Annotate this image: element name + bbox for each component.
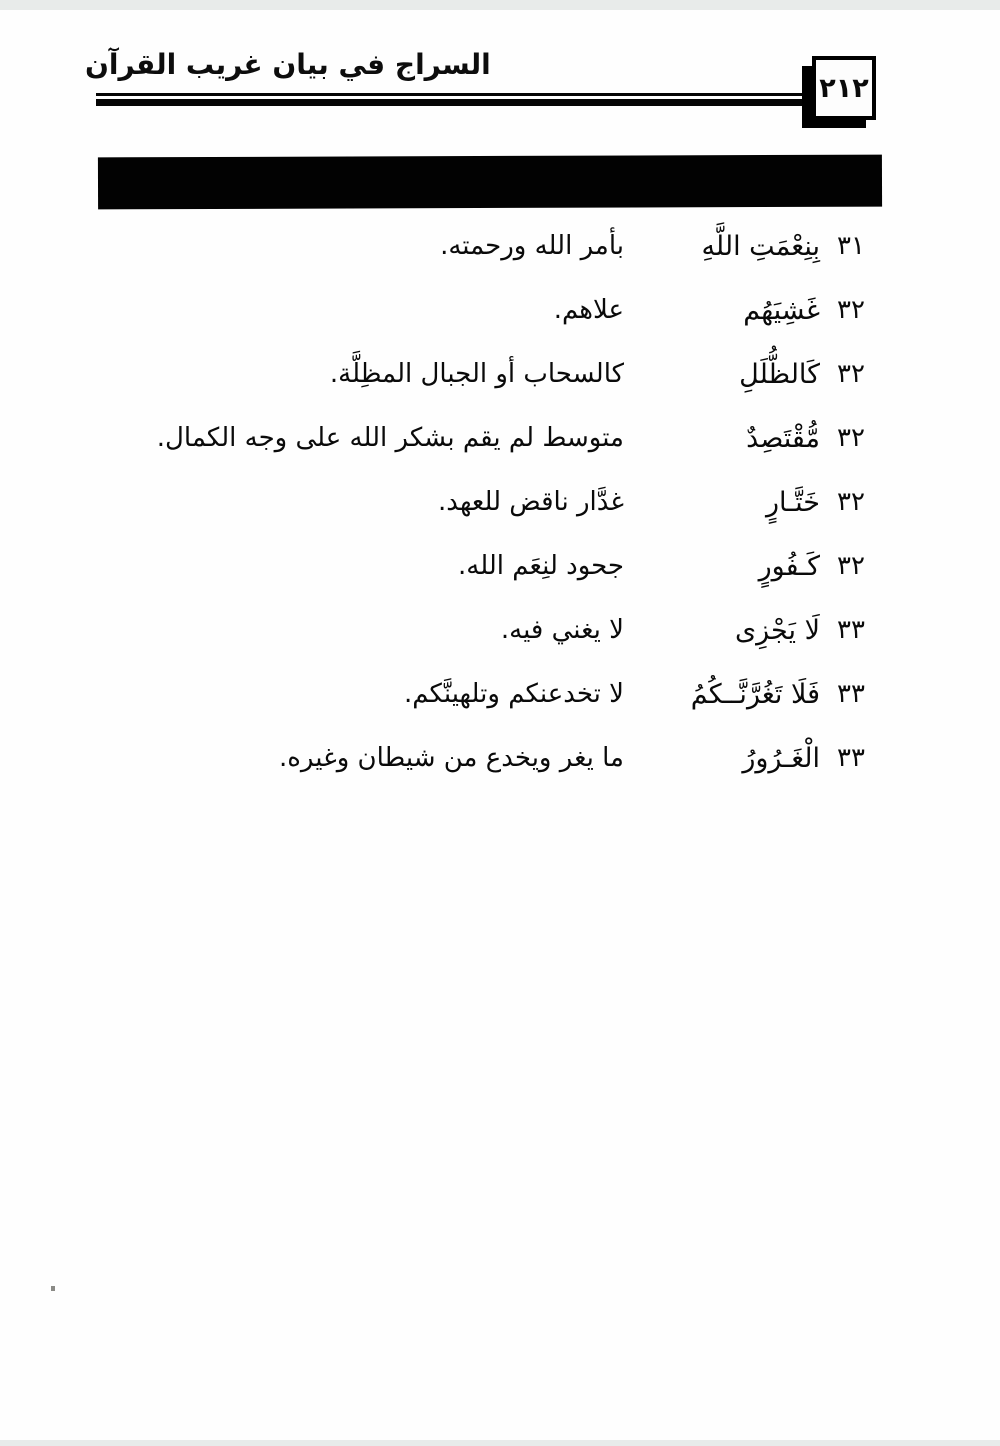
- word-meaning: لا تخدعنكم وتلهينَّكم.: [403, 679, 624, 709]
- header-rule: [96, 93, 810, 106]
- quran-word: كَالظُّلَلِ: [739, 358, 820, 390]
- page-number: ٢١٢: [819, 72, 869, 104]
- word-meaning: متوسط لم يقم بشكر الله على وجه الكمال.: [156, 423, 624, 453]
- verse-number: ٣٢: [837, 295, 865, 325]
- verse-number: ٣٣: [837, 679, 865, 709]
- scan-edge-bottom: [0, 1440, 1000, 1446]
- scan-edge-top: [0, 0, 1000, 10]
- glossary-row: [120, 534, 882, 598]
- quran-word: فَلَا تَغُرَّنَّــكُمُ: [690, 678, 820, 710]
- glossary-row: [120, 342, 882, 406]
- scan-artifact-speck: [51, 1286, 55, 1291]
- quran-word: خَتَّـارٍ: [765, 486, 820, 518]
- header-rule-thick-line: [96, 99, 810, 106]
- glossary-row: [120, 214, 882, 278]
- verse-number: ٣٣: [837, 615, 865, 645]
- quran-word: مُّقْتَصِدٌ: [746, 422, 820, 454]
- verse-number: ٣٢: [837, 551, 865, 581]
- running-head-book-title: السراج في بيان غريب القرآن: [85, 48, 491, 81]
- glossary-row: [120, 726, 882, 790]
- word-meaning: غدَّار ناقض للعهد.: [438, 487, 624, 517]
- verse-number: ٣٣: [837, 743, 865, 773]
- quran-word: كَـفُورٍ: [758, 550, 820, 582]
- word-meaning: كالسحاب أو الجبال المظِلَّة.: [329, 359, 624, 389]
- glossary-row: [120, 598, 882, 662]
- glossary-table: [120, 214, 882, 790]
- word-meaning: بأمر الله ورحمته.: [440, 231, 624, 261]
- glossary-row: [120, 470, 882, 534]
- quran-word: الْغَـرُورُ: [742, 742, 820, 774]
- page-number-box: [812, 56, 876, 120]
- verse-number: ٣١: [837, 231, 865, 261]
- word-meaning: جحود لنِعَم الله.: [458, 551, 624, 581]
- glossary-row: [120, 662, 882, 726]
- word-meaning: لا يغني فيه.: [500, 615, 624, 645]
- word-meaning: علاهم.: [553, 295, 624, 325]
- quran-word: غَشِيَهُم: [743, 294, 820, 326]
- header-rule-thin-line: [96, 93, 810, 96]
- verse-number: ٣٢: [837, 487, 865, 517]
- glossary-row: [120, 278, 882, 342]
- table-header-black-bar: [98, 155, 882, 210]
- glossary-row: [120, 406, 882, 470]
- verse-number: ٣٢: [837, 423, 865, 453]
- quran-word: بِنِعْمَتِ اللَّهِ: [701, 230, 820, 262]
- word-meaning: ما يغر ويخدع من شيطان وغيره.: [279, 743, 624, 773]
- verse-number: ٣٢: [837, 359, 865, 389]
- quran-word: لَا يَجْزِى: [735, 614, 820, 646]
